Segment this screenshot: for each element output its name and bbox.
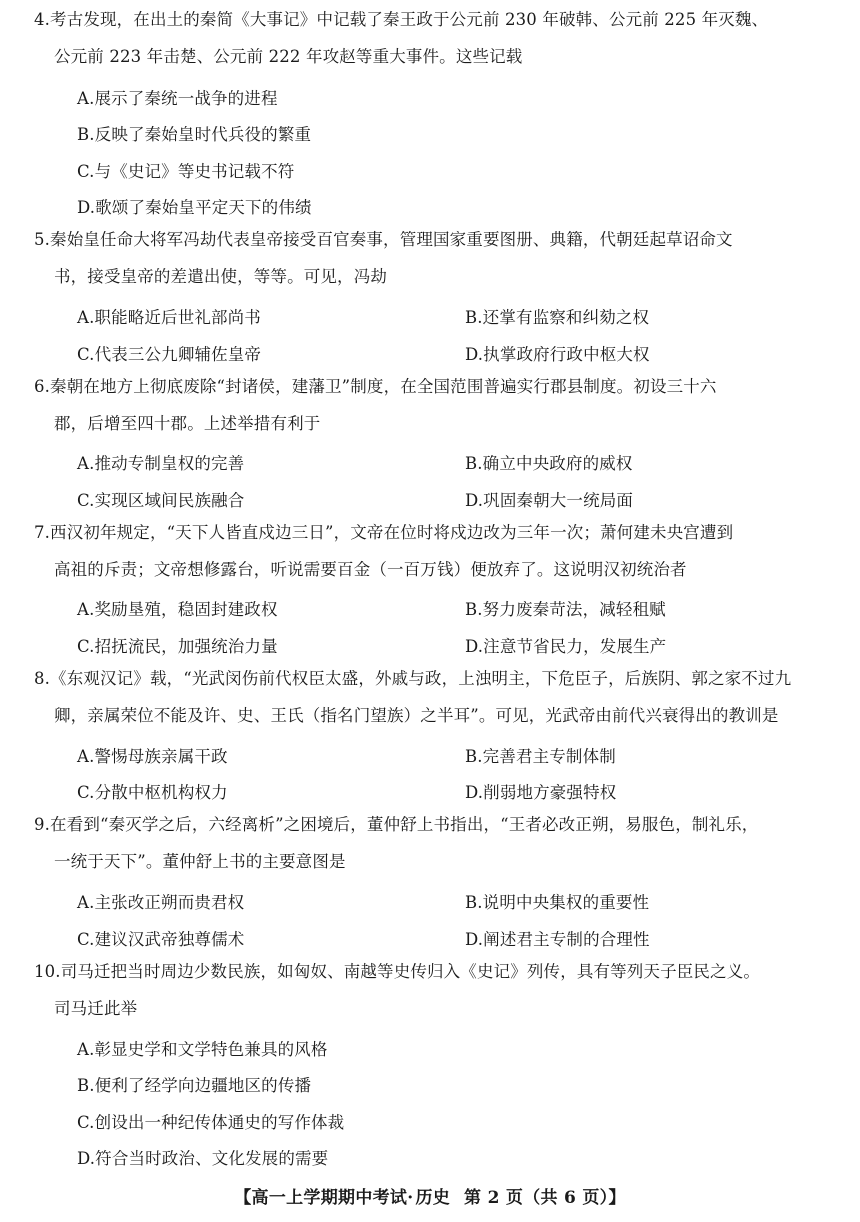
question-8-option-a[interactable]: A.警惕母族亲属干政 (77, 747, 228, 766)
question-10-option-b[interactable]: B.便利了经学向边疆地区的传播 (77, 1076, 312, 1095)
question-7-option-c[interactable]: C.招抚流民，加强统治力量 (77, 637, 278, 656)
question-8-stem (34, 661, 836, 734)
question-8-option-c[interactable]: C.分散中枢机构权力 (77, 783, 228, 802)
question-6-stem (34, 369, 834, 442)
question-4-stem-line-1: 4.考古发现，在出土的秦简《大事记》中记载了秦王政于公元前 230 年破韩、公元前 225 年灭魏、 (34, 10, 769, 29)
question-5-stem-line-1: 5.秦始皇任命大将军冯劫代表皇帝接受百官奏事，管理国家重要图册、典籍，代朝廷起草诏命文 (34, 230, 733, 249)
question-6-stem-line-2: 郡，后增至四十郡。上述举措有利于 (54, 413, 321, 433)
footer-subject: 历史 (415, 1188, 451, 1208)
question-6-option-d[interactable]: D.巩固秦朝大一统局面 (465, 491, 634, 510)
question-7-option-b[interactable]: B.努力废秦苛法，减轻租赋 (465, 600, 666, 619)
question-4-stem-line-2: 公元前 223 年击楚、公元前 222 年攻赵等重大事件。这些记载 (54, 46, 523, 66)
question-5-option-a[interactable]: A.职能略近后世礼部尚书 (77, 308, 261, 327)
page-footer (0, 1183, 860, 1208)
question-4-option-d[interactable]: D.歌颂了秦始皇平定天下的伟绩 (77, 198, 312, 217)
question-7-stem-line-1: 7.西汉初年规定，“天下人皆直戍边三日”，文帝在位时将戍边改为三年一次；萧何建未央宫遭到 (34, 523, 734, 542)
question-4-option-a[interactable]: A.展示了秦统一战争的进程 (77, 89, 278, 108)
question-5-stem-line-2: 书，接受皇帝的差遣出使，等等。可见，冯劫 (54, 266, 387, 286)
question-7-option-a[interactable]: A.奖励垦殖，稳固封建政权 (77, 600, 278, 619)
question-5-option-c[interactable]: C.代表三公九卿辅佐皇帝 (77, 345, 262, 364)
question-9-option-a[interactable]: A.主张改正朔而贵君权 (77, 893, 245, 912)
question-9-option-c[interactable]: C.建议汉武帝独尊儒术 (77, 930, 245, 949)
question-7-option-d[interactable]: D.注意节省民力，发展生产 (465, 637, 667, 656)
question-7-stem-line-2: 高祖的斥责；文帝想修露台，听说需要百金（一百万钱）便放弃了。这说明汉初统治者 (54, 559, 687, 579)
question-10-option-d[interactable]: D.符合当时政治、文化发展的需要 (77, 1149, 329, 1168)
footer-page-info: 第 2 页（共 6 页）】 (464, 1188, 626, 1208)
question-9-stem (34, 807, 834, 880)
question-6-option-a[interactable]: A.推动专制皇权的完善 (77, 454, 245, 473)
question-5-option-b[interactable]: B.还掌有监察和纠劾之权 (465, 308, 650, 327)
question-7-stem (34, 515, 834, 588)
question-9-option-d[interactable]: D.阐述君主专制的合理性 (465, 930, 650, 949)
question-8-option-d[interactable]: D.削弱地方豪强特权 (465, 783, 617, 802)
question-6-option-b[interactable]: B.确立中央政府的威权 (465, 454, 633, 473)
question-10-option-a[interactable]: A.彰显史学和文学特色兼具的风格 (77, 1040, 328, 1059)
question-4-option-c[interactable]: C.与《史记》等史书记载不符 (77, 162, 295, 181)
question-10-stem (34, 954, 836, 1027)
question-6-option-c[interactable]: C.实现区域间民族融合 (77, 491, 245, 510)
question-8-stem-line-1: 8.《东观汉记》载，“光武闵伤前代权臣太盛，外戚与政，上浊明主，下危臣子，后族阴、郭之家不过九 (34, 669, 792, 688)
question-6-stem-line-1: 6.秦朝在地方上彻底废除“封诸侯，建藩卫”制度，在全国范围普遍实行郡县制度。初设三十六 (34, 377, 717, 396)
question-10-stem-line-2: 司马迁此举 (54, 998, 138, 1018)
question-8-option-b[interactable]: B.完善君主专制体制 (465, 747, 616, 766)
question-4-stem (34, 2, 834, 75)
footer-exam-title: 【高一上学期期中考试· (234, 1188, 414, 1208)
question-9-stem-line-1: 9.在看到“秦灭学之后，六经离析”之困境后，董仲舒上书指出，“王者必改正朔，易服色，制礼乐， (34, 815, 759, 834)
question-5-option-d[interactable]: D.执掌政府行政中枢大权 (465, 345, 650, 364)
question-4-option-b[interactable]: B.反映了秦始皇时代兵役的繁重 (77, 125, 312, 144)
question-10-stem-line-1: 10.司马迁把当时周边少数民族，如匈奴、南越等史传归入《史记》列传，具有等列天子臣民之义。 (34, 962, 760, 981)
question-9-stem-line-2: 一统于天下”。董仲舒上书的主要意图是 (54, 851, 346, 871)
question-5-stem (34, 222, 834, 295)
question-10-option-c[interactable]: C.创设出一种纪传体通史的写作体裁 (77, 1113, 345, 1132)
question-9-option-b[interactable]: B.说明中央集权的重要性 (465, 893, 650, 912)
question-8-stem-line-2: 卿，亲属荣位不能及许、史、王氏（指名门望族）之半耳”。可见，光武帝由前代兴衰得出的教训是 (54, 705, 779, 725)
